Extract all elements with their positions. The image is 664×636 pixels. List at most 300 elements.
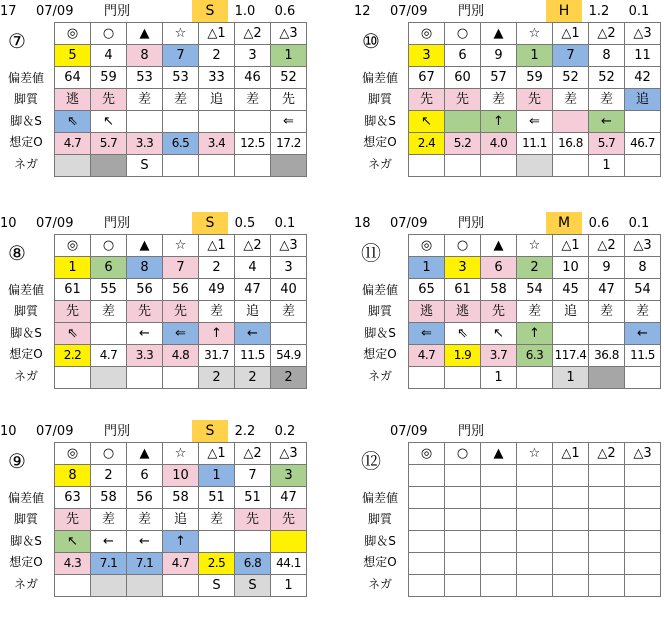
race-date: 07/09 xyxy=(36,424,74,439)
table-cell xyxy=(409,553,445,575)
running-style-row xyxy=(409,509,661,531)
table-cell: 差 xyxy=(199,509,235,531)
row-label: 想定O xyxy=(363,347,397,361)
mark-cell: △3 xyxy=(271,443,307,465)
mark-cell: ◎ xyxy=(55,23,91,45)
table-cell xyxy=(91,323,127,345)
venue-name: 門別 xyxy=(104,4,131,19)
race-number: ⑫ xyxy=(361,449,381,473)
runner-count: 10 xyxy=(0,216,17,231)
table-cell xyxy=(445,111,481,133)
table-cell xyxy=(271,531,307,553)
table-cell: ← xyxy=(625,323,661,345)
table-cell: 1 xyxy=(481,367,517,389)
table-cell: 追 xyxy=(625,89,661,111)
deviation-row xyxy=(409,67,661,89)
mark-cell: ▲ xyxy=(481,443,517,465)
table-cell xyxy=(235,531,271,553)
table-cell xyxy=(589,323,625,345)
mark-row xyxy=(55,235,307,257)
horse-number-row xyxy=(409,257,661,279)
expected-odds-row xyxy=(55,133,307,155)
table-cell: 3 xyxy=(409,45,445,67)
race-panel xyxy=(354,0,664,200)
table-cell: 40 xyxy=(271,279,307,301)
table-cell: 42 xyxy=(625,67,661,89)
mark-cell: △2 xyxy=(589,235,625,257)
table-cell: 8 xyxy=(55,465,91,487)
mark-cell: ☆ xyxy=(163,23,199,45)
row-label: 偏差値 xyxy=(7,491,44,505)
mark-row xyxy=(55,443,307,465)
mark-cell: ▲ xyxy=(127,23,163,45)
table-cell xyxy=(445,531,481,553)
table-cell xyxy=(55,367,91,389)
mark-cell: △3 xyxy=(271,23,307,45)
mark-cell: △2 xyxy=(589,443,625,465)
table-cell: 1 xyxy=(271,575,307,597)
race-panel xyxy=(354,420,664,620)
header-value-1: 0.6 xyxy=(588,216,610,231)
race-number: ⑧ xyxy=(8,241,26,265)
table-cell xyxy=(235,155,271,177)
race-grade-badge: S xyxy=(192,212,228,234)
table-cell: ⇖ xyxy=(55,111,91,133)
table-cell: 1 xyxy=(199,465,235,487)
table-cell: ↖ xyxy=(55,531,91,553)
mark-cell: ◎ xyxy=(409,443,445,465)
table-cell: ⇖ xyxy=(445,323,481,345)
table-cell: 6 xyxy=(481,257,517,279)
mark-cell: ☆ xyxy=(517,443,553,465)
table-cell: 1 xyxy=(409,257,445,279)
table-cell: 9 xyxy=(589,257,625,279)
table-cell: 2 xyxy=(91,465,127,487)
mark-cell: △2 xyxy=(589,23,625,45)
row-label: 想定O xyxy=(9,555,43,569)
row-label: 脚質 xyxy=(367,92,392,106)
table-cell xyxy=(445,465,481,487)
table-cell: 61 xyxy=(55,279,91,301)
mark-cell: ▲ xyxy=(481,23,517,45)
table-cell: 6 xyxy=(445,45,481,67)
deviation-row xyxy=(55,67,307,89)
table-cell xyxy=(481,575,517,597)
table-cell: 58 xyxy=(91,487,127,509)
table-cell xyxy=(625,531,661,553)
table-cell: 1 xyxy=(589,155,625,177)
table-cell: 53 xyxy=(163,67,199,89)
table-cell: 3 xyxy=(235,45,271,67)
negative-row xyxy=(409,155,661,177)
table-cell: 10 xyxy=(553,257,589,279)
venue-name: 門別 xyxy=(104,216,131,231)
expected-odds-row xyxy=(409,133,661,155)
race-number: ⑨ xyxy=(8,449,26,473)
mark-cell: ◎ xyxy=(55,235,91,257)
race-number: ⑩ xyxy=(362,29,380,53)
table-cell xyxy=(445,509,481,531)
negative-row xyxy=(55,367,307,389)
running-style-row xyxy=(409,89,661,111)
venue-name: 門別 xyxy=(458,4,485,19)
table-cell: 差 xyxy=(553,89,589,111)
table-cell xyxy=(553,509,589,531)
horse-number-row xyxy=(55,257,307,279)
table-cell: 逃 xyxy=(55,89,91,111)
row-label: 脚＆S xyxy=(364,534,396,548)
table-cell: 3.7 xyxy=(481,345,517,367)
table-cell xyxy=(481,531,517,553)
table-cell: ↖ xyxy=(91,111,127,133)
table-cell: 57 xyxy=(481,67,517,89)
table-cell: ⇐ xyxy=(163,323,199,345)
table-cell: 33 xyxy=(199,67,235,89)
table-cell: 54 xyxy=(517,279,553,301)
table-cell: ⇐ xyxy=(517,111,553,133)
table-cell xyxy=(625,575,661,597)
expected-odds-row xyxy=(409,345,661,367)
table-cell xyxy=(625,553,661,575)
table-cell xyxy=(553,531,589,553)
row-label: 脚質 xyxy=(13,512,38,526)
table-cell: 1 xyxy=(55,257,91,279)
running-style-row xyxy=(55,509,307,531)
row-label: 脚質 xyxy=(13,304,38,318)
table-cell xyxy=(199,111,235,133)
race-header xyxy=(0,0,310,22)
table-cell xyxy=(589,509,625,531)
venue-name: 門別 xyxy=(104,424,131,439)
table-cell xyxy=(409,509,445,531)
table-cell: 4.8 xyxy=(163,345,199,367)
table-cell: 先 xyxy=(271,509,307,531)
table-cell xyxy=(409,531,445,553)
table-cell: ← xyxy=(589,111,625,133)
table-cell: 55 xyxy=(91,279,127,301)
table-cell: 3.3 xyxy=(127,345,163,367)
table-cell: 7 xyxy=(235,465,271,487)
table-cell: 52 xyxy=(271,67,307,89)
table-cell: 5 xyxy=(55,45,91,67)
table-cell: 49 xyxy=(199,279,235,301)
table-cell: 先 xyxy=(271,89,307,111)
row-label: 脚＆S xyxy=(10,534,42,548)
mark-cell: ◎ xyxy=(409,235,445,257)
table-cell xyxy=(91,367,127,389)
mark-row xyxy=(409,23,661,45)
leg-speed-row xyxy=(409,111,661,133)
table-cell xyxy=(127,367,163,389)
negative-row xyxy=(409,367,661,389)
leg-speed-row xyxy=(409,323,661,345)
mark-cell: △1 xyxy=(199,235,235,257)
race-panel xyxy=(354,212,664,412)
table-cell: 9 xyxy=(481,45,517,67)
row-label: 想定O xyxy=(9,347,43,361)
table-cell: 51 xyxy=(235,487,271,509)
table-cell: 3.3 xyxy=(127,133,163,155)
table-cell: 8 xyxy=(127,45,163,67)
race-header xyxy=(354,212,664,234)
table-cell: 差 xyxy=(127,509,163,531)
table-cell: 8 xyxy=(127,257,163,279)
table-cell xyxy=(163,367,199,389)
table-cell xyxy=(553,323,589,345)
leg-speed-row xyxy=(55,323,307,345)
header-value-1: 2.2 xyxy=(234,424,256,439)
table-cell xyxy=(589,465,625,487)
table-cell xyxy=(589,553,625,575)
table-cell: 59 xyxy=(517,67,553,89)
table-cell: 8 xyxy=(625,257,661,279)
deviation-row xyxy=(55,279,307,301)
table-cell: 117.4 xyxy=(553,345,589,367)
race-number: ⑦ xyxy=(8,29,26,53)
table-cell: ⇖ xyxy=(55,323,91,345)
table-cell: 59 xyxy=(91,67,127,89)
table-cell: 60 xyxy=(445,67,481,89)
mark-cell: △2 xyxy=(235,23,271,45)
prediction-table xyxy=(408,234,661,389)
race-header xyxy=(0,420,310,442)
table-cell xyxy=(553,155,589,177)
table-cell: ⇐ xyxy=(271,111,307,133)
race-grade-badge: S xyxy=(192,420,228,442)
race-date: 07/09 xyxy=(390,4,428,19)
table-cell: 12.5 xyxy=(235,133,271,155)
table-cell: 先 xyxy=(163,301,199,323)
mark-cell: ○ xyxy=(91,23,127,45)
table-cell xyxy=(55,155,91,177)
table-cell: 63 xyxy=(55,487,91,509)
race-header xyxy=(354,0,664,22)
mark-cell: ☆ xyxy=(517,23,553,45)
mark-cell: ☆ xyxy=(163,235,199,257)
table-cell xyxy=(163,575,199,597)
race-date: 07/09 xyxy=(36,216,74,231)
runner-count: 18 xyxy=(354,216,371,231)
table-cell: 差 xyxy=(481,89,517,111)
table-cell xyxy=(127,575,163,597)
table-cell: 2 xyxy=(235,367,271,389)
runner-count: 10 xyxy=(0,424,17,439)
header-value-2: 0.1 xyxy=(274,216,296,231)
table-cell xyxy=(517,509,553,531)
table-cell: S xyxy=(235,575,271,597)
table-cell xyxy=(517,575,553,597)
table-cell: 8 xyxy=(589,45,625,67)
horse-number-row xyxy=(409,45,661,67)
race-grade-badge xyxy=(546,420,582,442)
row-label: 脚質 xyxy=(13,92,38,106)
row-label: 脚＆S xyxy=(10,114,42,128)
runner-count: 12 xyxy=(354,4,371,19)
mark-cell: △3 xyxy=(625,235,661,257)
table-cell: 2.5 xyxy=(199,553,235,575)
table-cell: 11 xyxy=(625,45,661,67)
table-cell: 2 xyxy=(199,257,235,279)
mark-cell: △3 xyxy=(271,235,307,257)
prediction-table xyxy=(408,22,661,177)
table-cell xyxy=(517,487,553,509)
table-cell: 47 xyxy=(589,279,625,301)
table-cell xyxy=(409,575,445,597)
mark-cell: ◎ xyxy=(55,443,91,465)
leg-speed-row xyxy=(55,531,307,553)
table-cell: 61 xyxy=(445,279,481,301)
table-cell: 1 xyxy=(271,45,307,67)
row-label: 偏差値 xyxy=(361,71,398,85)
table-cell: 45 xyxy=(553,279,589,301)
table-cell: 31.7 xyxy=(199,345,235,367)
table-cell: 先 xyxy=(91,89,127,111)
horse-number-row xyxy=(409,465,661,487)
header-value-1: 1.0 xyxy=(234,4,256,19)
table-cell xyxy=(409,487,445,509)
table-cell: 56 xyxy=(127,279,163,301)
table-cell: 4.0 xyxy=(481,133,517,155)
table-cell xyxy=(553,111,589,133)
table-cell xyxy=(271,155,307,177)
table-cell: 差 xyxy=(199,301,235,323)
deviation-row xyxy=(55,487,307,509)
table-cell xyxy=(553,575,589,597)
prediction-table xyxy=(54,22,307,177)
table-cell: 51 xyxy=(199,487,235,509)
table-cell: 5.7 xyxy=(91,133,127,155)
table-cell: 3 xyxy=(271,257,307,279)
running-style-row xyxy=(55,301,307,323)
table-cell xyxy=(517,531,553,553)
table-cell: 11.5 xyxy=(625,345,661,367)
table-cell xyxy=(625,155,661,177)
table-cell: 先 xyxy=(517,89,553,111)
table-cell: 3 xyxy=(271,465,307,487)
horse-number-row xyxy=(55,465,307,487)
row-label: 偏差値 xyxy=(361,283,398,297)
table-cell xyxy=(163,111,199,133)
table-cell: 6.3 xyxy=(517,345,553,367)
table-cell xyxy=(517,367,553,389)
table-cell: 47 xyxy=(235,279,271,301)
table-cell xyxy=(235,111,271,133)
table-cell: 6 xyxy=(91,257,127,279)
table-cell: 67 xyxy=(409,67,445,89)
row-label: ネガ xyxy=(367,577,392,591)
row-label: 脚＆S xyxy=(364,114,396,128)
leg-speed-row xyxy=(55,111,307,133)
table-cell: 差 xyxy=(625,301,661,323)
table-cell: 46.7 xyxy=(625,133,661,155)
row-label: ネガ xyxy=(13,577,38,591)
mark-cell: △1 xyxy=(553,443,589,465)
table-cell: ⇐ xyxy=(409,323,445,345)
table-cell: S xyxy=(199,575,235,597)
row-label: ネガ xyxy=(13,157,38,171)
negative-row xyxy=(55,575,307,597)
table-cell xyxy=(589,367,625,389)
race-date: 07/09 xyxy=(36,4,74,19)
mark-row xyxy=(55,23,307,45)
mark-cell: ▲ xyxy=(481,235,517,257)
race-grade-badge: S xyxy=(192,0,228,22)
table-cell: 1.9 xyxy=(445,345,481,367)
table-cell: 2.4 xyxy=(409,133,445,155)
deviation-row xyxy=(409,279,661,301)
race-panel xyxy=(0,212,310,412)
table-cell xyxy=(517,465,553,487)
table-cell xyxy=(271,323,307,345)
expected-odds-row xyxy=(55,345,307,367)
mark-cell: ○ xyxy=(91,235,127,257)
table-cell: 44.1 xyxy=(271,553,307,575)
table-cell xyxy=(445,575,481,597)
table-cell xyxy=(199,531,235,553)
table-cell: 5.2 xyxy=(445,133,481,155)
table-cell: 7 xyxy=(553,45,589,67)
race-panel xyxy=(0,420,310,620)
table-cell xyxy=(163,155,199,177)
table-cell: 4 xyxy=(91,45,127,67)
race-panel xyxy=(0,0,310,200)
table-cell xyxy=(409,465,445,487)
table-cell: 4.3 xyxy=(55,553,91,575)
table-cell xyxy=(481,487,517,509)
table-cell: ↑ xyxy=(163,531,199,553)
mark-cell: ◎ xyxy=(409,23,445,45)
table-cell: 64 xyxy=(55,67,91,89)
table-cell: ↖ xyxy=(481,323,517,345)
row-label: 脚質 xyxy=(367,512,392,526)
table-cell: 6.8 xyxy=(235,553,271,575)
mark-cell: ○ xyxy=(445,443,481,465)
row-label: 脚＆S xyxy=(364,326,396,340)
row-label: ネガ xyxy=(367,369,392,383)
race-header xyxy=(0,212,310,234)
table-cell: 先 xyxy=(445,89,481,111)
table-cell: 3 xyxy=(445,257,481,279)
table-cell: 差 xyxy=(91,509,127,531)
table-cell: 46 xyxy=(235,67,271,89)
table-cell xyxy=(91,575,127,597)
mark-cell: ○ xyxy=(91,443,127,465)
race-number: ⑪ xyxy=(361,241,381,265)
venue-name: 門別 xyxy=(458,424,485,439)
table-cell: 4.7 xyxy=(409,345,445,367)
prediction-table xyxy=(54,442,307,597)
table-cell: 先 xyxy=(481,301,517,323)
table-cell: 1 xyxy=(517,45,553,67)
header-value-1: 1.2 xyxy=(588,4,610,19)
header-value-1: 0.5 xyxy=(234,216,256,231)
table-cell: 差 xyxy=(589,301,625,323)
table-cell: 差 xyxy=(235,89,271,111)
row-label: 想定O xyxy=(9,135,43,149)
venue-name: 門別 xyxy=(458,216,485,231)
table-cell: 先 xyxy=(55,301,91,323)
table-cell: 4 xyxy=(235,257,271,279)
table-cell: 差 xyxy=(517,301,553,323)
table-cell: 差 xyxy=(271,301,307,323)
mark-cell: △3 xyxy=(625,23,661,45)
table-cell: 54.9 xyxy=(271,345,307,367)
table-cell: 6.5 xyxy=(163,133,199,155)
expected-odds-row xyxy=(409,553,661,575)
table-cell: 4.7 xyxy=(91,345,127,367)
table-cell xyxy=(589,575,625,597)
table-cell: 追 xyxy=(235,301,271,323)
